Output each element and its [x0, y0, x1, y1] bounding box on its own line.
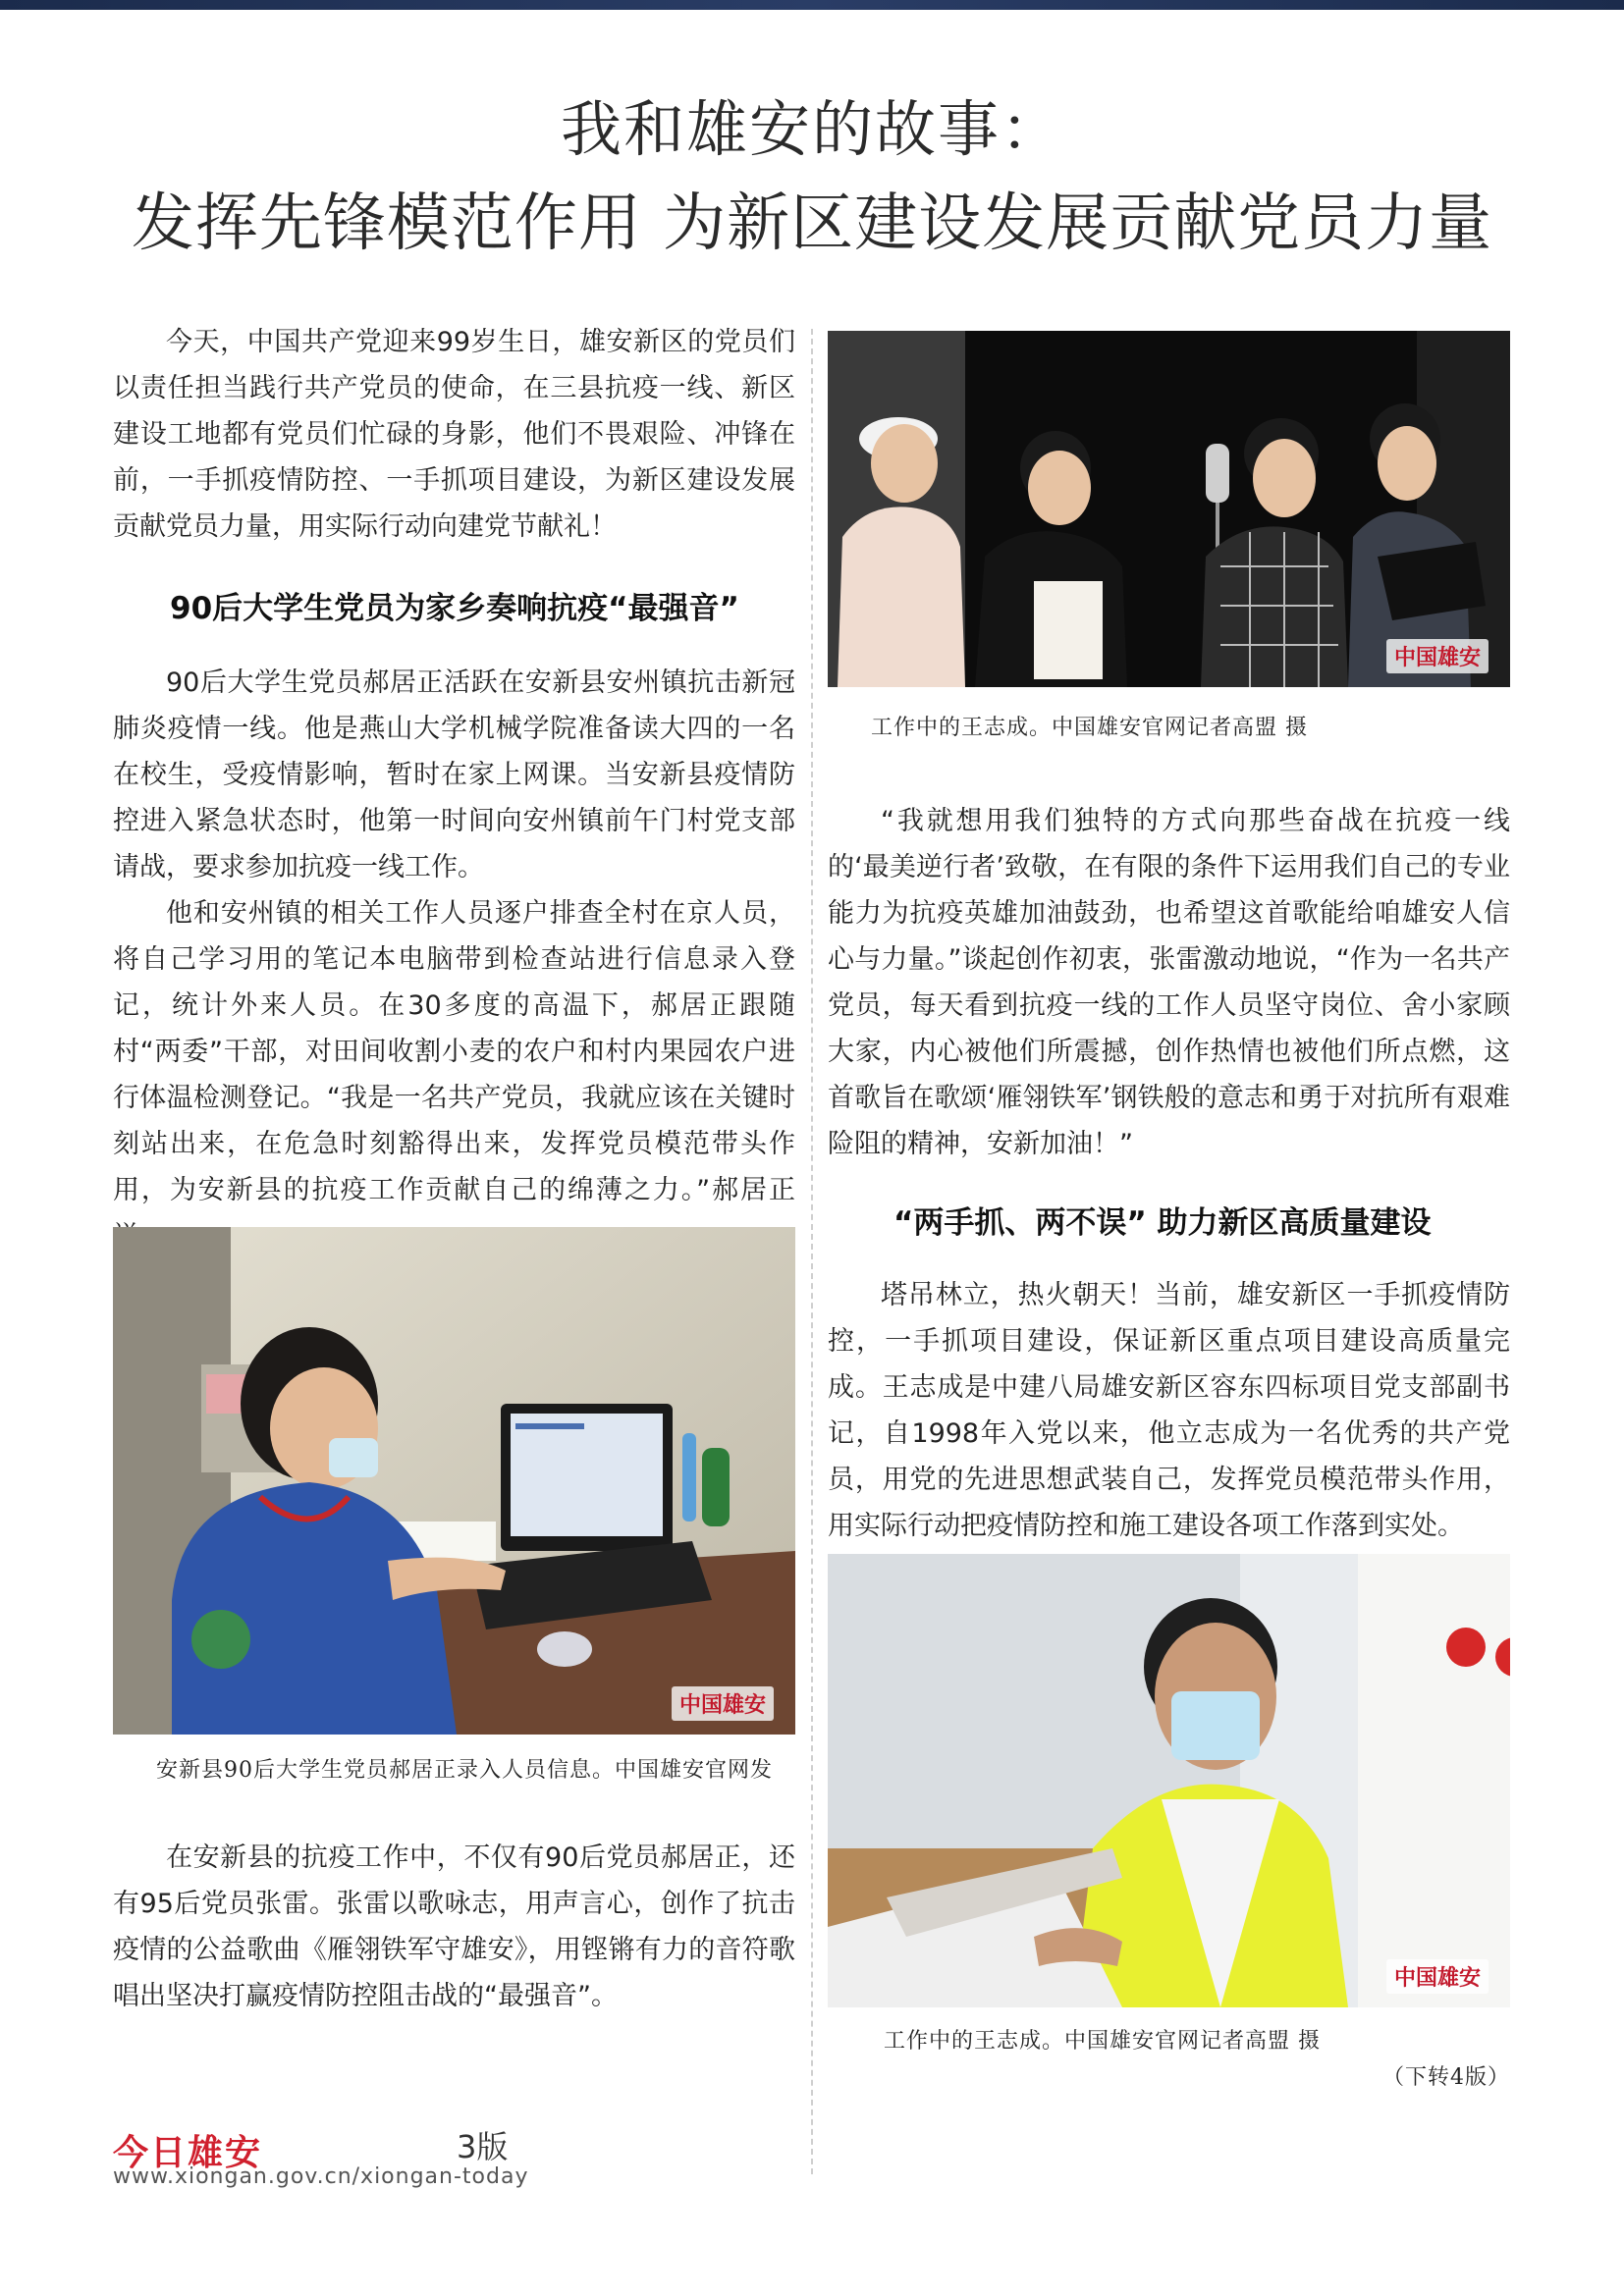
right-photo-caption-1: 工作中的王志成。中国雄安官网记者高盟 摄: [871, 716, 1308, 740]
photo-watermark: 中国雄安: [1386, 639, 1489, 673]
photo-worker-at-laptop: [828, 1554, 1510, 2007]
intro-paragraph: 今天，中国共产党迎来99岁生日，雄安新区的党员们以责任担当践行共产党员的使命，在三县抗疫一线、新区建设工地都有党员们忙碌的身影，他们不畏艰险、冲锋在前，一手抓疫情防控、一手抓项目建设，为新区建设发展贡献党员力量，用实际行动向建党节献礼！: [113, 327, 795, 542]
photo-watermark: 中国雄安: [672, 1686, 774, 1721]
right-paragraph-1: “我就想用我们独特的方式向那些奋战在抗疫一线的‘最美逆行者’致敬，在有限的条件下运用我们自己的专业能力为抗疫英雄加油鼓劲，也希望这首歌能给咱雄安人信心与力量。”谈起创作初衷，张雷激动地说，“作为一名共产党员，每天看到抗疫一线的工作人员坚守岗位、舍小家顾大家，内心被他们所震撼，创作热情也被他们所点燃，这首歌旨在歌颂‘雁翎铁军’钢铁般的意志和勇于对抗所有艰难险阻的精神，安新加油！”: [828, 806, 1510, 1159]
right-paragraph-2: 塔吊林立，热火朝天！当前，雄安新区一手抓疫情防控，一手抓项目建设，保证新区重点项目建设高质量完成。王志成是中建八局雄安新区容东四标项目党支部副书记，自1998年入党以来，他立志成为一名优秀的共产党员，用党的先进思想武装自己，发挥党员模范带头作用，用实际行动把疫情防控和施工建设各项工作落到实处。: [828, 1280, 1510, 1541]
photo-typing-at-laptop: [113, 1227, 795, 1735]
photo-recording-studio: [828, 331, 1510, 687]
left-photo-caption: 安新县90后大学生党员郝居正录入人员信息。中国雄安官网发: [156, 1758, 773, 1783]
photo-worker-at-laptop-illustration: [828, 1554, 1510, 2007]
photo-typing-at-laptop-illustration: [113, 1227, 795, 1735]
title-line-2: 发挥先锋模范作用 为新区建设发展贡献党员力量: [131, 187, 1493, 260]
photo-watermark: 中国雄安: [1386, 1959, 1489, 1994]
photo-recording-studio-illustration: [828, 331, 1510, 687]
column-divider: [811, 329, 813, 2174]
continued-note: （下转4版）: [1382, 2065, 1510, 2090]
section-heading-2: “两手抓、两不误” 助力新区高质量建设: [893, 1205, 1432, 1241]
left-paragraph-1: 90后大学生党员郝居正活跃在安新县安州镇抗击新冠肺炎疫情一线。他是燕山大学机械学院准备读大四的一名在校生，受疫情影响，暂时在家上网课。当安新县疫情防控进入紧急状态时，他第一时间向安州镇前午门村党支部请战，要求参加抗疫一线工作。: [113, 667, 795, 882]
section-heading-1: 90后大学生党员为家乡奏响抗疫“最强音”: [170, 591, 739, 626]
left-paragraph-2: 他和安州镇的相关工作人员逐户排查全村在京人员，将自己学习用的笔记本电脑带到检查站进行信息录入登记，统计外来人员。在30多度的高温下，郝居正跟随村“两委”干部，对田间收割小麦的农户和村内果园农户进行体温检测登记。“我是一名共产党员，我就应该在关键时刻站出来，在危急时刻豁得出来，发挥党员模范带头作用，为安新县的抗疫工作贡献自己的绵薄之力。”郝居正: [113, 898, 795, 1205]
right-photo-caption-2: 工作中的王志成。中国雄安官网记者高盟 摄: [884, 2029, 1321, 2054]
footer-url[interactable]: www.xiongan.gov.cn/xiongan-today: [113, 2164, 529, 2189]
left-paragraph-3: 在安新县的抗疫工作中，不仅有90后党员郝居正，还有95后党员张雷。张雷以歌咏志，用声言心，创作了抗击疫情的公益歌曲《雁翎铁军守雄安》，用铿锵有力的音符歌唱出坚决打赢疫情防控阻击战的“最强音”。: [113, 1842, 795, 2011]
top-bar: [0, 0, 1624, 10]
footer-brand-logo: 今日雄安: [113, 2132, 263, 2173]
footer-page-number: 3版: [457, 2128, 509, 2165]
title-line-1: 我和雄安的故事：: [560, 93, 1063, 165]
